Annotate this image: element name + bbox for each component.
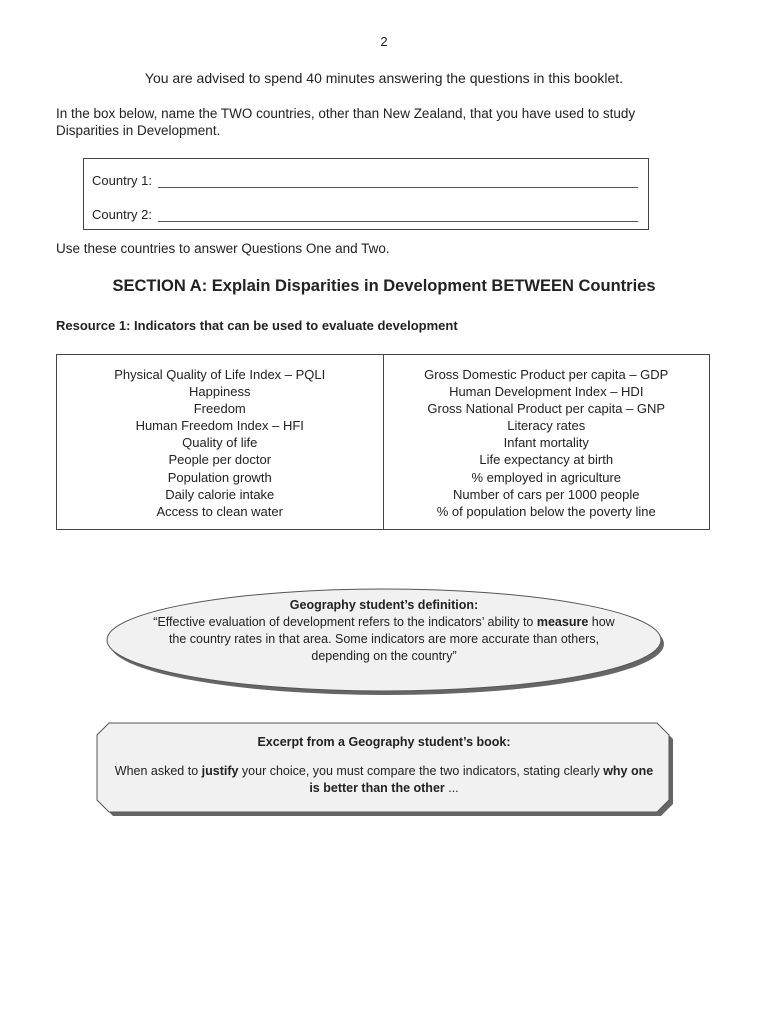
indicator-item: % of population below the poverty line: [436, 503, 656, 519]
indicator-column-left: [57, 355, 383, 529]
indicator-item: Gross National Product per capita – GNP: [427, 401, 666, 417]
excerpt-heading: Excerpt from a Geography student’s book:: [257, 735, 511, 749]
country-2-field[interactable]: [158, 209, 638, 222]
indicator-item: Access to clean water: [156, 503, 283, 519]
indicator-column-right: [383, 355, 710, 529]
indicator-item: % employed in agriculture: [471, 469, 622, 485]
excerpt-text-middle: your choice, you must compare the two indicators, stating clearly: [238, 764, 604, 778]
excerpt-callout: [96, 722, 676, 820]
indicator-item: Happiness: [189, 384, 251, 400]
country-2-row: [92, 207, 638, 222]
section-title: SECTION A: Explain Disparities in Development BETWEEN Countries: [112, 277, 656, 295]
indicator-item: Physical Quality of Life Index – PQLI: [114, 367, 326, 382]
country-1-field[interactable]: [158, 175, 638, 188]
indicator-item: Quality of life: [182, 435, 258, 451]
time-advice: You are advised to spend 40 minutes answering the questions in this booklet.: [144, 70, 624, 86]
excerpt-text-block: [96, 734, 672, 797]
indicator-item: Freedom: [193, 401, 246, 417]
indicator-item: Human Development Index – HDI: [449, 384, 644, 400]
definition-heading: Geography student’s definition:: [289, 598, 479, 612]
indicator-item: Number of cars per 1000 people: [453, 486, 640, 502]
indicator-item: Gross Domestic Product per capita – GDP: [424, 367, 669, 382]
definition-text-start: “Effective evaluation of development refers to the indicators’ ability to: [153, 615, 537, 629]
indicator-item: Human Freedom Index – HFI: [135, 418, 304, 434]
country-entry-box: [83, 158, 649, 230]
excerpt-text-end: ...: [444, 781, 459, 795]
country-2-label: Country 2:: [92, 207, 152, 222]
resource-title: Resource 1: Indicators that can be used to evaluate development: [56, 318, 458, 333]
excerpt-text-start: When asked to: [114, 764, 202, 778]
indicator-item: Daily calorie intake: [165, 486, 275, 502]
indicator-item: Infant mortality: [503, 435, 589, 451]
definition-text-block: [104, 597, 664, 665]
indicator-item: Population growth: [167, 469, 272, 485]
country-instruction: In the box below, name the TWO countries, other than New Zealand, that you have used to study Disparities in Development.: [56, 106, 636, 138]
indicator-table: [56, 354, 710, 530]
definition-bold-word: measure: [536, 615, 589, 629]
excerpt-bold-word: justify: [201, 764, 239, 778]
country-1-row: [92, 173, 638, 188]
definition-callout: [104, 585, 668, 699]
page-number: 2: [380, 34, 388, 49]
definition-text-end: how the country rates in that area. Some indicators are more accurate than others, depending on the country”: [168, 615, 615, 663]
indicator-item: Literacy rates: [507, 418, 586, 434]
indicator-item: People per doctor: [168, 452, 272, 468]
excerpt-bold-phrase: why one is better than the other: [309, 764, 654, 795]
indicator-item: Life expectancy at birth: [479, 452, 614, 468]
use-countries-note: Use these countries to answer Questions One and Two.: [56, 241, 390, 256]
country-1-label: Country 1:: [92, 173, 152, 188]
